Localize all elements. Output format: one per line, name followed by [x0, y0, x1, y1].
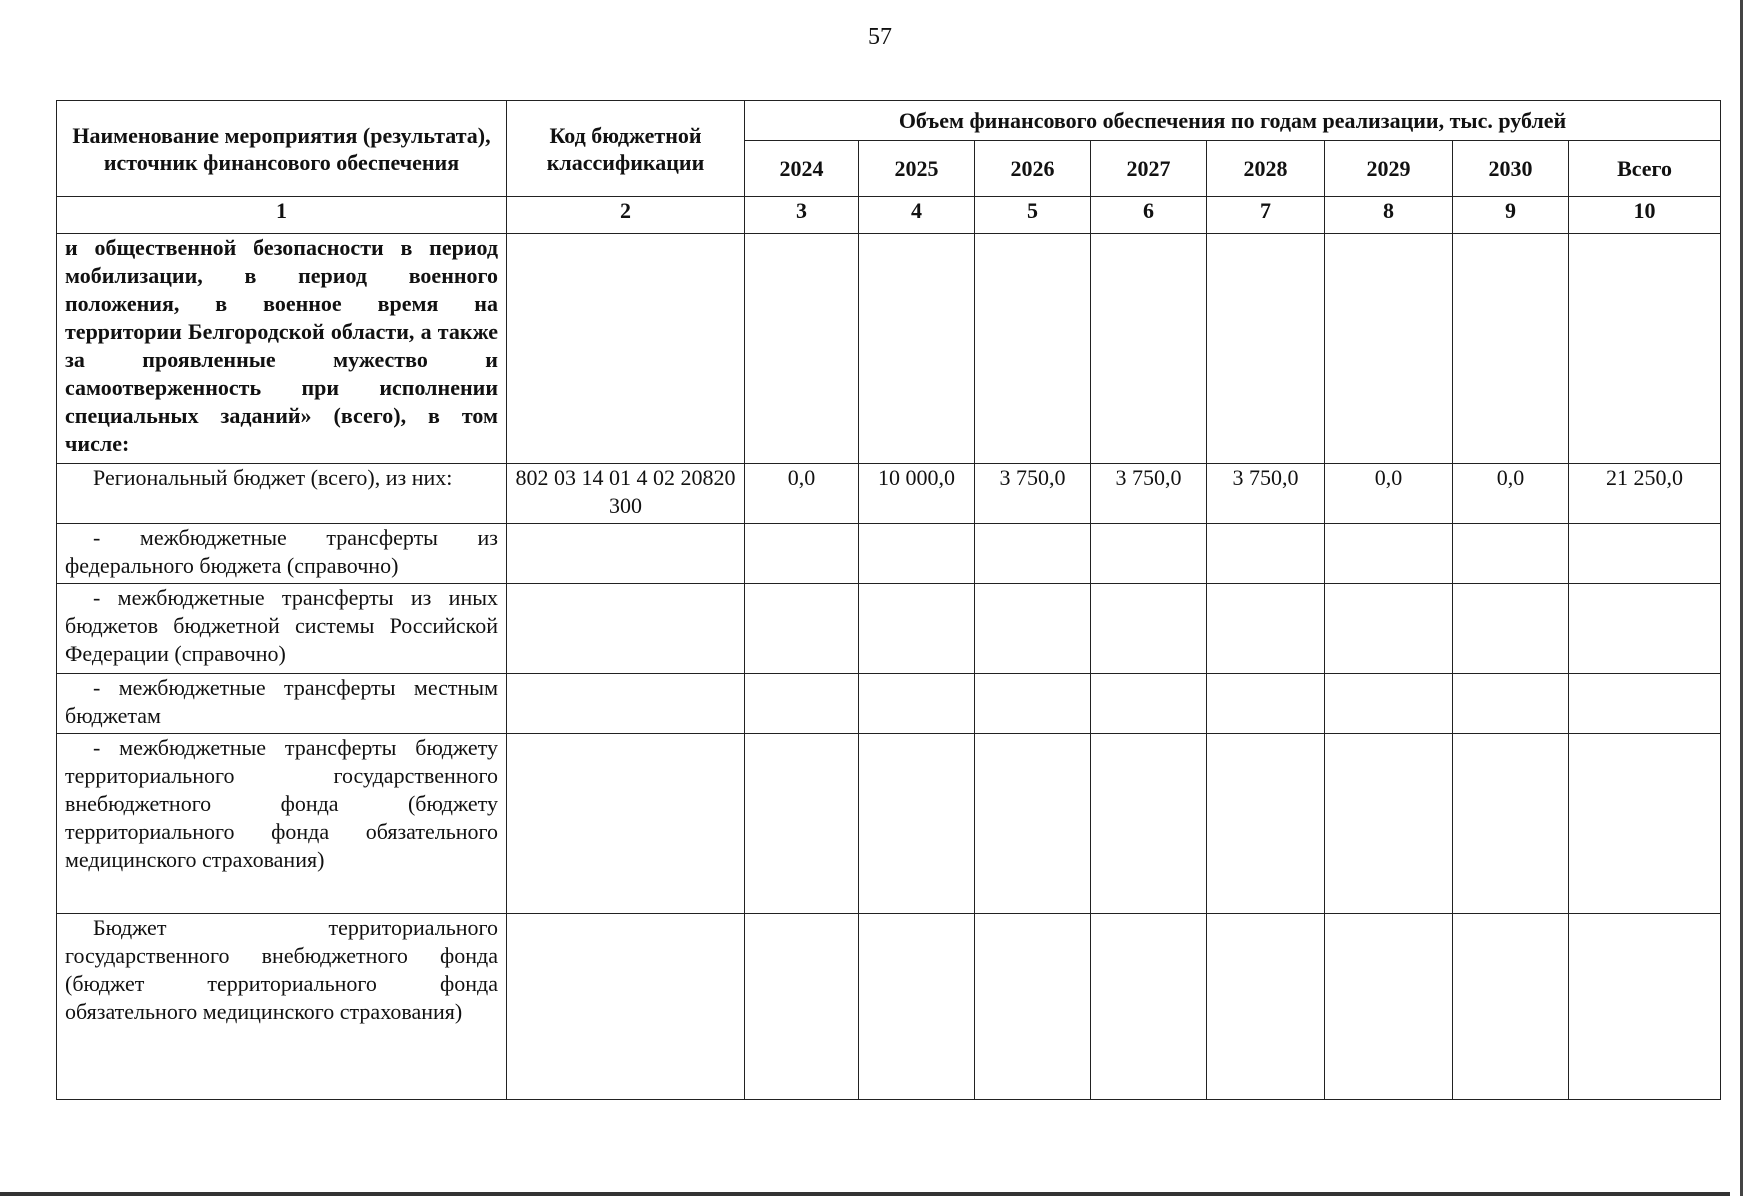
value-total [1569, 524, 1721, 584]
row-code [507, 734, 745, 914]
row-code [507, 234, 745, 464]
header-event-name: Наименование мероприятия (результата), источник финансового обеспечения [57, 101, 507, 197]
value-2030 [1453, 674, 1569, 734]
value-2026 [975, 584, 1091, 674]
value-2027 [1091, 524, 1207, 584]
value-2028 [1207, 734, 1325, 914]
row-label: - межбюджетные трансферты из федерального бюджета (справочно) [57, 524, 507, 584]
header-year-2029: 2029 [1325, 141, 1453, 197]
row-label: - межбюджетные трансферты бюджету территориального государственного внебюджетного фонда (бюджету территориального фонда обязательного медицинского страхования) [57, 734, 507, 914]
value-total [1569, 234, 1721, 464]
value-2028 [1207, 914, 1325, 1100]
value-2025 [859, 524, 975, 584]
column-number: 1 [57, 197, 507, 234]
value-2029 [1325, 674, 1453, 734]
value-2024 [745, 914, 859, 1100]
value-2024 [745, 584, 859, 674]
row-code [507, 914, 745, 1100]
value-2029 [1325, 914, 1453, 1100]
column-numbers-row [57, 197, 1721, 234]
value-2028 [1207, 524, 1325, 584]
value-2025 [859, 584, 975, 674]
value-2025 [859, 734, 975, 914]
table-row [57, 914, 1721, 1100]
page-number: 57 [868, 24, 892, 50]
value-2025: 10 000,0 [859, 464, 975, 524]
page-edge-bottom [0, 1192, 1730, 1196]
value-2030 [1453, 524, 1569, 584]
row-code [507, 524, 745, 584]
value-2025 [859, 234, 975, 464]
row-code: 802 03 14 01 4 02 20820 300 [507, 464, 745, 524]
header-budget-code: Код бюджетной классификации [507, 101, 745, 197]
value-2028 [1207, 674, 1325, 734]
column-number: 6 [1091, 197, 1207, 234]
value-total [1569, 734, 1721, 914]
table-row [57, 674, 1721, 734]
row-code [507, 584, 745, 674]
financing-table [56, 100, 1721, 1100]
table-row [57, 734, 1721, 914]
value-2026 [975, 914, 1091, 1100]
value-2026 [975, 234, 1091, 464]
value-2029 [1325, 234, 1453, 464]
value-total [1569, 674, 1721, 734]
value-2024: 0,0 [745, 464, 859, 524]
table-row [57, 234, 1721, 464]
value-2029 [1325, 734, 1453, 914]
value-2030 [1453, 914, 1569, 1100]
value-2029 [1325, 524, 1453, 584]
column-number: 5 [975, 197, 1091, 234]
value-2027 [1091, 234, 1207, 464]
table-row [57, 524, 1721, 584]
value-2027 [1091, 734, 1207, 914]
column-number: 4 [859, 197, 975, 234]
value-2028 [1207, 584, 1325, 674]
value-2027 [1091, 584, 1207, 674]
column-number: 3 [745, 197, 859, 234]
value-2026 [975, 524, 1091, 584]
row-label: - межбюджетные трансферты из иных бюджетов бюджетной системы Российской Федерации (справочно) [57, 584, 507, 674]
header-year-2025: 2025 [859, 141, 975, 197]
value-2030 [1453, 734, 1569, 914]
table-row [57, 584, 1721, 674]
value-2024 [745, 524, 859, 584]
column-number: 9 [1453, 197, 1569, 234]
header-year-2028: 2028 [1207, 141, 1325, 197]
row-label: Бюджет территориального государственного внебюджетного фонда (бюджет территориального фонда обязательного медицинского страхования) [57, 914, 507, 1100]
row-label: и общественной безопасности в период мобилизации, в период военного положения, в военное время на территории Белгородской области, а также за проявленные мужество и самоотверженность при исполнении специальных заданий» (всего), в том числе: [57, 234, 507, 464]
header-year-2026: 2026 [975, 141, 1091, 197]
column-number: 2 [507, 197, 745, 234]
value-2029 [1325, 584, 1453, 674]
table-row [57, 464, 1721, 524]
column-number: 7 [1207, 197, 1325, 234]
value-2025 [859, 914, 975, 1100]
value-2029: 0,0 [1325, 464, 1453, 524]
value-2028 [1207, 234, 1325, 464]
value-2025 [859, 674, 975, 734]
value-2027 [1091, 914, 1207, 1100]
header-year-2027: 2027 [1091, 141, 1207, 197]
value-total: 21 250,0 [1569, 464, 1721, 524]
value-total [1569, 914, 1721, 1100]
header-year-2030: 2030 [1453, 141, 1569, 197]
value-2030: 0,0 [1453, 464, 1569, 524]
page-edge-right [1740, 0, 1743, 1196]
value-2027: 3 750,0 [1091, 464, 1207, 524]
row-code [507, 674, 745, 734]
header-financing-group: Объем финансового обеспечения по годам реализации, тыс. рублей [745, 101, 1721, 141]
column-number: 10 [1569, 197, 1721, 234]
value-2028: 3 750,0 [1207, 464, 1325, 524]
value-2027 [1091, 674, 1207, 734]
value-2024 [745, 734, 859, 914]
value-2024 [745, 674, 859, 734]
value-2026 [975, 734, 1091, 914]
header-total: Всего [1569, 141, 1721, 197]
value-2030 [1453, 234, 1569, 464]
value-total [1569, 584, 1721, 674]
value-2026 [975, 674, 1091, 734]
column-number: 8 [1325, 197, 1453, 234]
value-2026: 3 750,0 [975, 464, 1091, 524]
header-year-2024: 2024 [745, 141, 859, 197]
value-2024 [745, 234, 859, 464]
row-label: Региональный бюджет (всего), из них: [57, 464, 507, 524]
row-label: - межбюджетные трансферты местным бюджетам [57, 674, 507, 734]
value-2030 [1453, 584, 1569, 674]
